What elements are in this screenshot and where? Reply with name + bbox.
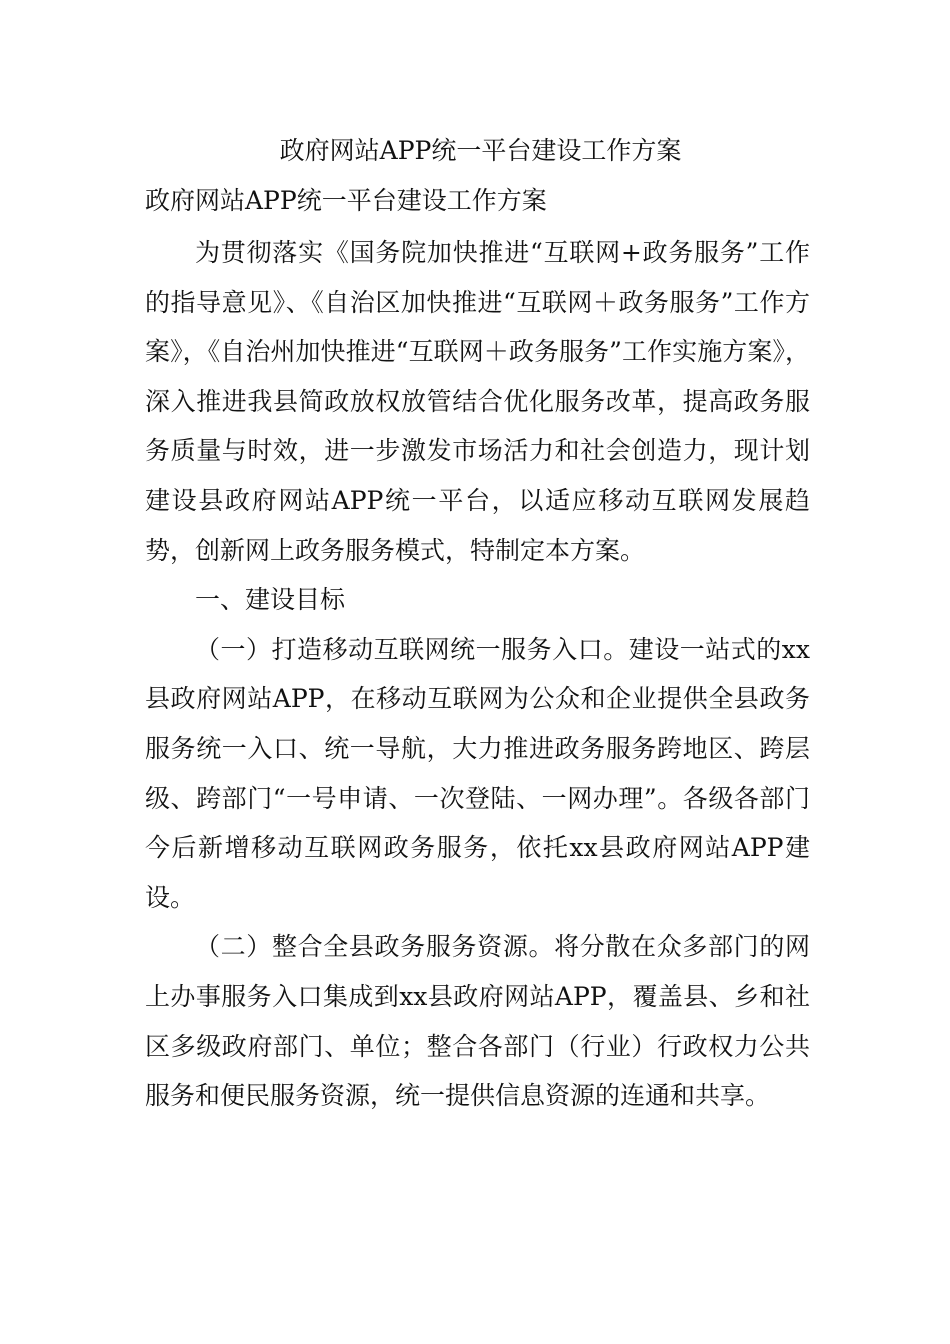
document-body bbox=[145, 128, 810, 1121]
goal-item-2: （二）整合全县政务服务资源。将分散在众多部门的网上办事服务入口集成到xx县政府网站APP，覆盖县、乡和社区多级政府部门、单位；整合各部门（行业）行政权力公共服务和便民服务资源，统一提供信息资源的连通和共享。 bbox=[145, 932, 810, 1111]
document-subtitle: 政府网站APP统一平台建设工作方案 bbox=[145, 186, 547, 215]
goal-item-1: （一）打造移动互联网统一服务入口。建设一站式的xx县政府网站APP，在移动互联网为公众和企业提供全县政务服务统一入口、统一导航，大力推进政务服务跨地区、跨层级、跨部门“一号申请、一次登陆、一网办理”。各级各部门今后新增移动互联网政务服务，依托xx县政府网站APP建设。 bbox=[145, 634, 810, 912]
section-heading-goals: 一、建设目标 bbox=[195, 585, 346, 615]
document-title: 政府网站APP统一平台建设工作方案 bbox=[279, 136, 682, 165]
intro-paragraph: 为贯彻落实《国务院加快推进“互联网+政务服务”工作的指导意见》、《自治区加快推进“互联网＋政务服务”工作方案》，《自治州加快推进“互联网＋政务服务”工作实施方案》，深入推进我县简政放权放管结合优化服务改革，提高政务服务质量与时效，进一步激发市场活力和社会创造力，现计划建设县政府网站APP统一平台，以适应移动互联网发展趋势，创新网上政务服务模式，特制定本方案。 bbox=[145, 238, 810, 565]
